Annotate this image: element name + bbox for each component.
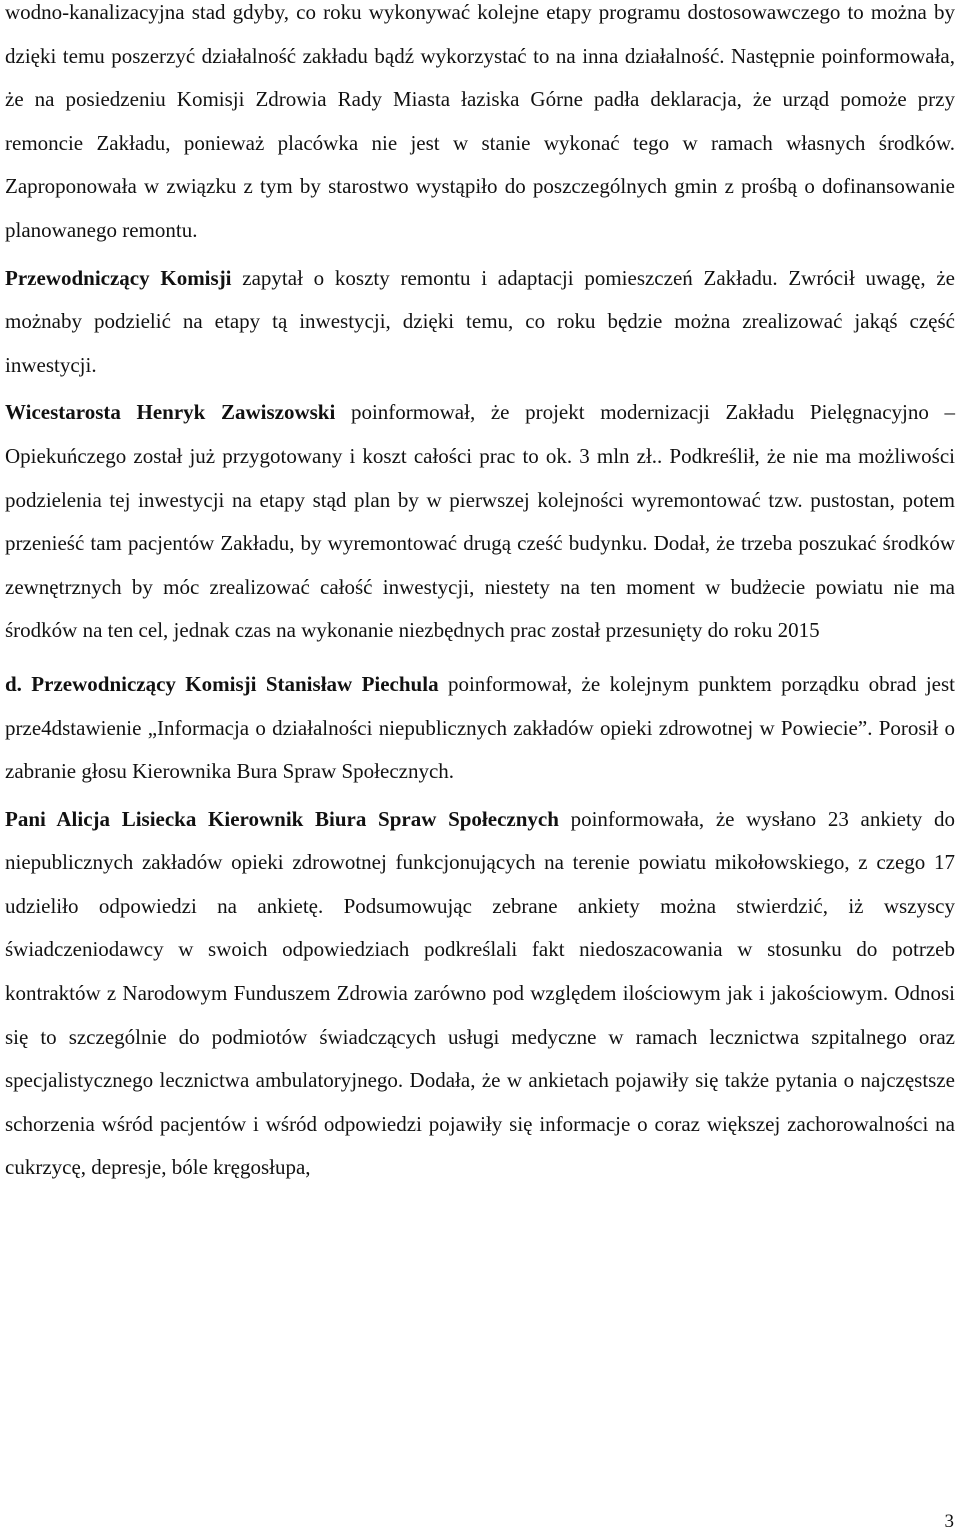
paragraph-1 xyxy=(5,0,955,253)
paragraph-3-speaker: Wicestarosta Henryk Zawiszowski xyxy=(5,400,336,425)
paragraph-5 xyxy=(5,798,955,1190)
paragraph-5-text: poinformowała, że wysłano 23 ankiety do niepublicznych zakładów opieki zdrowotnej funkcjonujących na terenie powiatu mikołowskiego, z czego 17 udzieliło odpowiedzi na ankietę. Podsumowując zebrane ankiety można stwierdzić, iż wszyscy świadczeniodawcy w swoich odpowiedziach podkreślali fakt niedoszacowania w stosunku do potrzeb kontraktów z Narodowym Funduszem Zdrowia zarówno pod względem ilościowym jak i jakościowym. Odnosi się to szczególnie do podmiotów świadczących usługi medyczne w ramach lecznictwa szpitalnego oraz specjalistycznego lecznictwa ambulatoryjnego. Dodała, że w ankietach pojawiły się także pytania o najczęstsze schorzenia wśród pacjentów i wśród odpowiedzi pojawiły się informacje o coraz większej zachorowalności na cukrzycę, depresje, bóle kręgosłupa, xyxy=(5,806,955,1180)
paragraph-5-speaker: Pani Alicja Lisiecka Kierownik Biura Spraw Społecznych xyxy=(5,806,559,831)
paragraph-4-speaker: d. Przewodniczący Komisji Stanisław Piechula xyxy=(5,671,439,696)
paragraph-3-text: poinformował, że projekt modernizacji Zakładu Pielęgnacyjno – Opiekuńczego został już przygotowany i koszt całości prac to ok. 3 mln zł.. Podkreślił, że nie ma możliwości podzielenia tej inwestycji na etapy stąd plan by w pierwszej kolejności wyremontować tzw. pustostan, potem przenieść tam pacjentów Zakładu, by wyremontować drugą cześć budynku. Dodał, że trzeba poszukać środków zewnętrznych by móc zrealizować całość inwestycji, niestety na ten moment w budżecie powiatu nie ma środków na ten cel, jednak czas na wykonanie niezbędnych prac został przesunięty do roku 2015 xyxy=(5,400,955,643)
paragraph-3 xyxy=(5,391,955,653)
paragraph-2-speaker: Przewodniczący Komisji xyxy=(5,265,232,290)
page-number: 3 xyxy=(944,1511,954,1532)
paragraph-4 xyxy=(5,663,955,794)
paragraph-4-text: poinformował, że kolejnym punktem porządku obrad jest prze4dstawienie „Informacja o działalności niepublicznych zakładów opieki zdrowotnej w Powiecie”. Porosił o zabranie głosu Kierownika Bura Spraw Społecznych. xyxy=(5,671,956,784)
paragraph-2 xyxy=(5,257,955,388)
paragraph-2-text: zapytał o koszty remontu i adaptacji pomieszczeń Zakładu. Zwrócił uwagę, że możnaby podzielić na etapy tą inwestycji, dzięki temu, co roku będzie można zrealizować jakąś część inwestycji. xyxy=(5,265,955,377)
paragraph-1-text: wodno-kanalizacyjna stad gdyby, co roku wykonywać kolejne etapy programu dostosowawczego to można by dzięki temu poszerzyć działalność zakładu bądź wykorzystać to na inna działalność. Następnie poinformowała, że na posiedzeniu Komisji Zdrowia Rady Miasta łaziska Górne padła deklaracja, że urząd pomoże przy remoncie Zakładu, ponieważ placówka nie jest w stanie wykonać tego w ramach własnych środków. Zaproponowała w związku z tym by starostwo wystąpiło do poszczególnych gmin z prośbą o dofinansowanie planowanego remontu. xyxy=(5,0,955,242)
document-page xyxy=(5,0,955,1190)
